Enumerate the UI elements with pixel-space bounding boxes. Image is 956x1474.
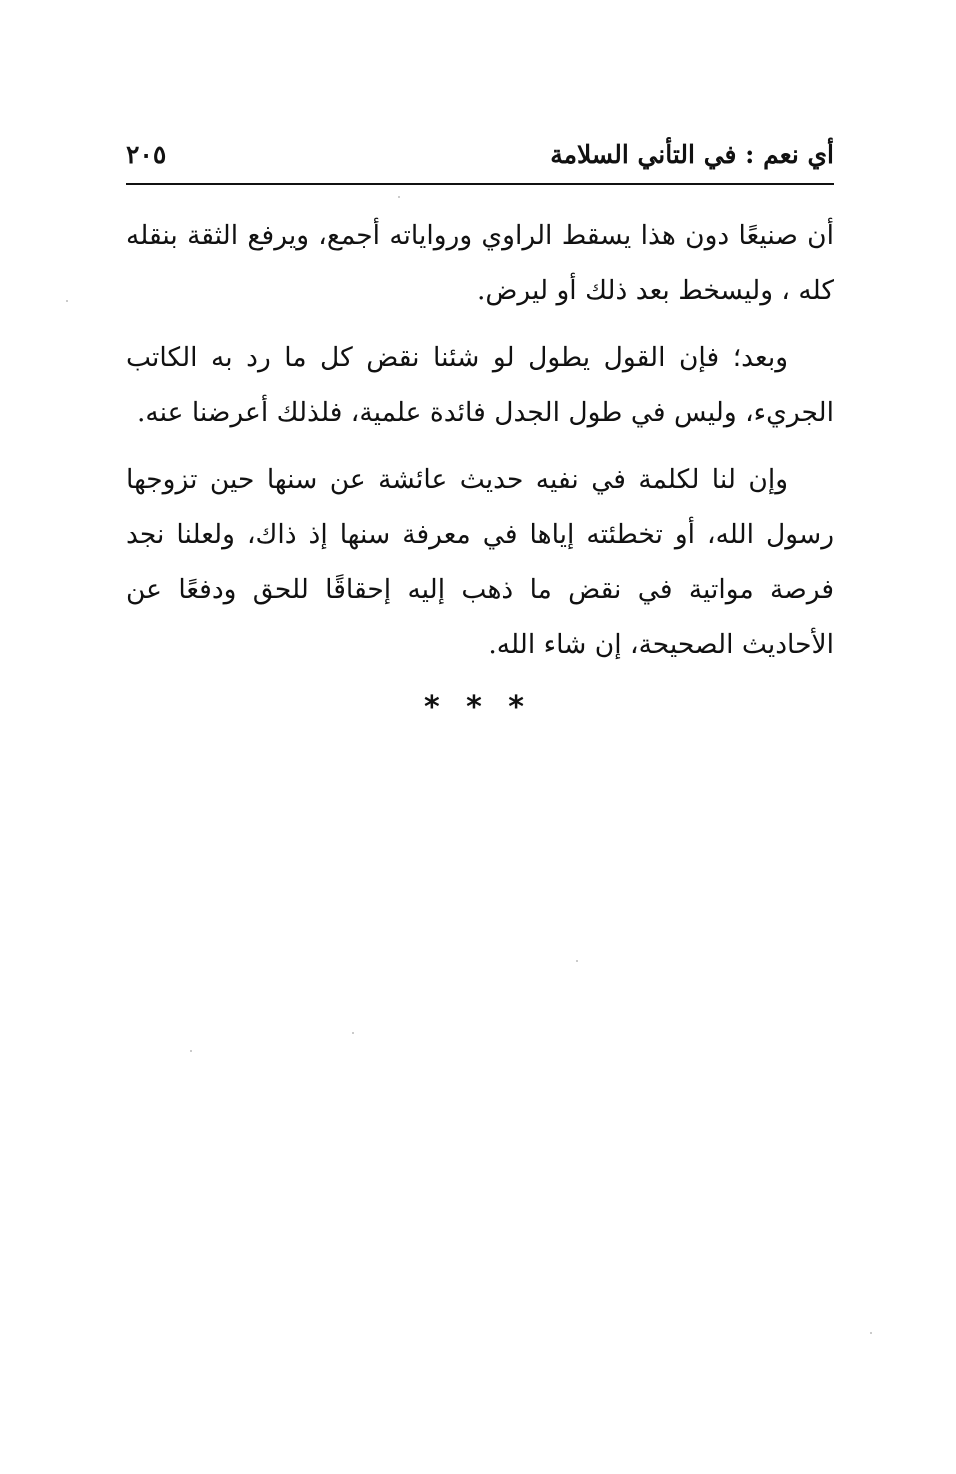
running-title: أي نعم : في التأني السلامة bbox=[550, 140, 834, 169]
scan-speck bbox=[870, 1332, 872, 1334]
scan-speck bbox=[398, 196, 400, 198]
scan-speck bbox=[66, 300, 68, 302]
page-number: ٢٠٥ bbox=[126, 140, 167, 169]
scan-speck bbox=[352, 1032, 354, 1034]
scan-speck bbox=[576, 960, 578, 962]
body-text bbox=[126, 208, 834, 684]
paragraph: وإن لنا لكلمة في نفيه حديث عائشة عن سنها حين تزوجها رسول الله، أو تخطئته إياها في معرفة سنها إذ ذاك، ولعلنا نجد فرصة مواتية في نقض ما ذهب إليه إحقاقًا للحق ودفعًا عن الأحاديث الصحيحة، إن شاء الله. bbox=[126, 464, 834, 660]
scan-speck bbox=[190, 1050, 192, 1052]
paragraph: أن صنيعًا دون هذا يسقط الراوي ورواياته أجمع، ويرفع الثقة بنقله كله ، وليسخط بعد ذلك أو ليرض. bbox=[126, 220, 834, 306]
section-separator: * * * bbox=[424, 690, 532, 725]
running-header bbox=[126, 140, 834, 180]
paragraph: وبعد؛ فإن القول يطول لو شئنا نقض كل ما رد به الكاتب الجريء، وليس في طول الجدل فائدة علمية، فلذلك أعرضنا عنه. bbox=[126, 342, 834, 428]
header-rule bbox=[126, 183, 834, 185]
